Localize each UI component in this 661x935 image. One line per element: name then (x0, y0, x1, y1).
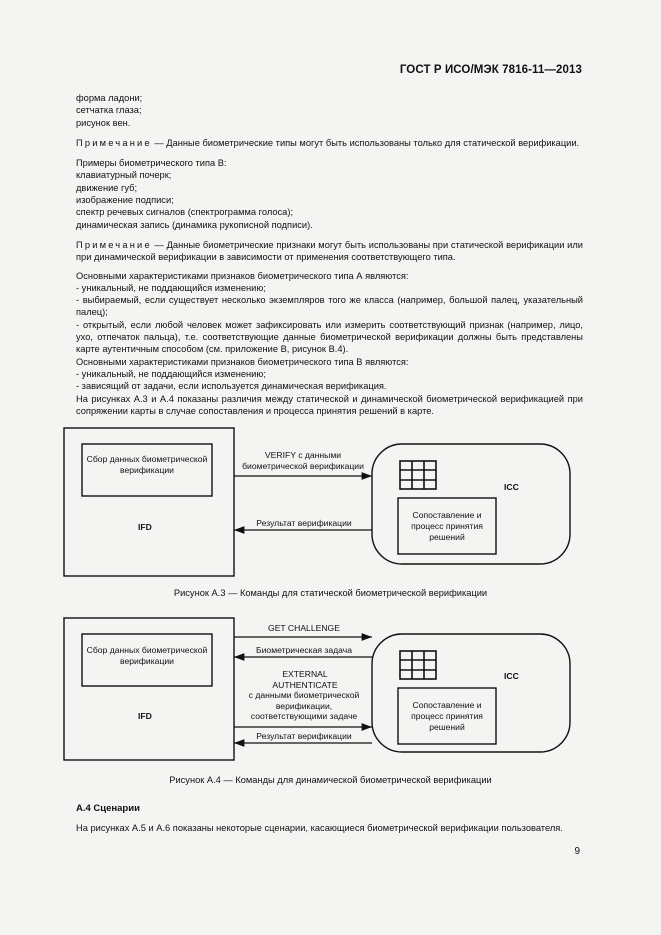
list-item: форма ладони; (76, 93, 143, 103)
page-number: 9 (574, 846, 580, 857)
verify-arrow-label: VERIFY с данными биометрической верификации (242, 450, 364, 471)
list-item: - зависящий от задачи, если используется динамическая верификация. (76, 381, 387, 392)
ifd-label: IFD (138, 522, 152, 532)
ifd-box-label: Сбор данных биометрической верификации (86, 454, 208, 475)
char-a-intro: Основными характеристиками признаков биометрического типа А являются: (76, 270, 409, 281)
list-item: клавиатурный почерк; (76, 170, 172, 181)
external-auth-title: EXTERNAL AUTHENTICATE (272, 669, 338, 690)
figure-a3-caption: Рисунок А.3 — Команды для статической биометрической верификации (173, 588, 488, 598)
result-arrow-label: Результат верификации (256, 731, 352, 741)
list-item: спектр речевых сигналов (спектрограмма голоса); (76, 207, 294, 218)
section-text: На рисунках А.5 и А.6 показаны некоторые сценарии, касающиеся биометрической верификации пользователя. (76, 823, 563, 833)
note-2: Примечание — Данные биометрические признаки могут быть использованы при статической верификации или при динамической верификации в зависимости от применения соответствующего типа. (76, 239, 583, 263)
get-challenge-label: GET CHALLENGE (268, 623, 340, 633)
list-item: рисунок вен. (76, 117, 131, 128)
list-item: - открытый, если любой человек может зафиксировать или измерить соответствующий признак (например, лицо, ухо, отпечаток пальца), т.е. соответствующие данные биометрической верификации должны быть представлены карте аутентичным способом (см. приложение В, рисунок В.4). (76, 319, 583, 355)
challenge-label: Биометрическая задача (255, 645, 353, 655)
section-title: А.4 Сценарии (76, 803, 140, 814)
icc-box-label: Сопоставление и процесс принятия решений (411, 700, 483, 732)
external-auth-text: с данными биометрической верификации, соответствующими задаче (248, 690, 360, 721)
figure-a4-caption: Рисунок А.4 — Команды для динамической биометрической верификации (169, 775, 492, 785)
ifd-frame (64, 618, 234, 760)
list-item: - выбираемый, если существует несколько экземпляров того же класса (например, большой палец, указательный палец); (76, 295, 583, 318)
char-b-intro: Основными характеристиками признаков биометрического типа В являются: (76, 356, 409, 367)
ifd-box-label: Сбор данных биометрической верификации (86, 645, 208, 666)
note-label: Примечание (76, 137, 152, 148)
ifd-label: IFD (138, 711, 152, 721)
list-item: изображение подписи; (76, 195, 174, 206)
list-item: динамическая запись (динамика рукописной подписи). (76, 219, 313, 230)
note-1: Примечание — Данные биометрические типы могут быть использованы только для статической верификации. (76, 137, 580, 148)
list-item: - уникальный, не поддающийся изменению; (76, 368, 266, 379)
chip-icon (400, 651, 436, 679)
icc-label: ICC (504, 671, 519, 681)
type-b-intro: Примеры биометрического типа В: (76, 158, 227, 169)
figures-intro: На рисунках А.3 и А.4 показаны различия между статической и динамической биометрической верификацией при сопряжении карты в случае сопоставления и процесса принятия решений в карте. (76, 393, 583, 416)
icc-label: ICC (504, 482, 519, 492)
list-item: движение губ; (76, 182, 138, 193)
icc-box-label: Сопоставление и процесс принятия решений (411, 510, 483, 542)
document-header: ГОСТ Р ИСО/МЭК 7816-11—2013 (399, 64, 582, 76)
list-item: сетчатка глаза; (76, 105, 142, 116)
note-label: Примечание (76, 239, 152, 250)
list-item: - уникальный, не поддающийся изменению; (76, 282, 266, 293)
result-arrow-label: Результат верификации (256, 518, 352, 528)
